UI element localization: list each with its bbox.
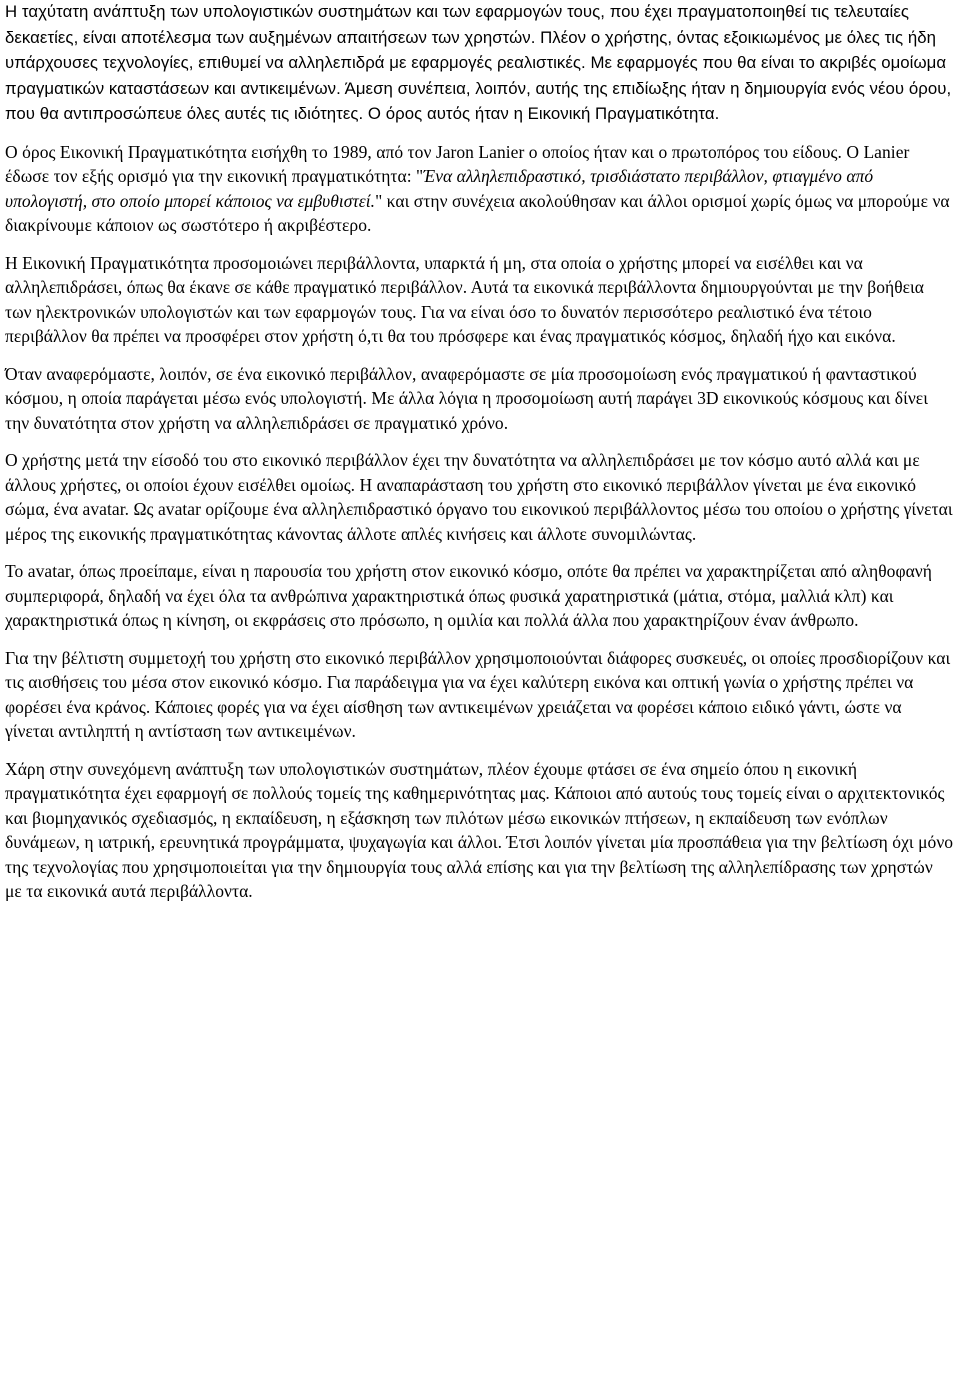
virtual-environment-text-2: Με άλλα λόγια η προσομοίωση αυτή παράγει 3D εικονικούς κόσμους και δίνει την δυνατότητα στον χρήστη να αλληλεπιδράσει σε πραγματικό χρόνο. — [5, 388, 928, 433]
simulation-text-2: Αυτά τα εικονικά περιβάλλοντα δημιουργούνται με την βοήθεια των ηλεκτρονικών υπολογιστών και των εφαρμογών τους. — [5, 277, 924, 322]
avatar-intro-text-2: Η αναπαράσταση του χρήστη στο εικονικό περιβάλλον γίνεται με ένα εικονικό σώμα, ένα avatar. — [5, 474, 917, 519]
paragraph-simulation — [5, 251, 954, 349]
paragraph-devices — [5, 646, 954, 744]
simulation-text-3: Για να είναι όσο το δυνατόν περισσότερο ρεαλιστικό ένα τέτοιο περιβάλλον θα πρέπει να προσφέρει στον χρήστη ό,τι θα του πρόσφερε και ένας πραγματικός κόσμος, δηλαδή ήχο και εικόνα. — [5, 301, 896, 346]
devices-text-3: Κάποιες φορές για να έχει αίσθηση των αντικειμένων χρειάζεται να φορέσει κάποιο ειδικό γάντι, ώστε να γίνεται αντιληπτή η αντίσταση των αντικειμένων. — [5, 696, 902, 741]
paragraph-avatar-intro — [5, 448, 954, 546]
intro-consequence: Άμεση συνέπεια, λοιπόν, αυτής της επιδίωξης ήταν η δημιουργία ενός νέου όρου, που θα αντιπροσώπευε όλες αυτές τις ιδιότητες. Ο όρος αυτός ήταν η Εικονική Πραγματικότητα. — [5, 78, 952, 123]
devices-text-1: Για την βέλτιστη συμμετοχή του χρήστη στο εικονικό περιβάλλον χρησιμοποιούνται διάφορες συσκευές, οι οποίες προσδιορίζουν και τις αισθήσεις του μέσα στον εικονικό κόσμο. — [5, 647, 951, 692]
virtual-environment-text-1: Όταν αναφερόμαστε, λοιπόν, σε ένα εικονικό περιβάλλον, αναφερόμαστε σε μία προσομοίωση ενός πραγματικού ή φανταστικού κόσμου, η οποία παράγεται μέσω ενός υπολογιστή. — [5, 363, 917, 408]
paragraph-applications — [5, 757, 954, 904]
intro-sentences: Η ταχύτατη ανάπτυξη των υπολογιστικών συστημάτων και των εφαρμογών τους, που έχει πραγματοποιηθεί τις τελευταίες δεκαετίες, είναι αποτέλεσμα των αυξημένων απαιτήσεων των χρηστών. Πλέον ο χρήστης, όντας εξοικιωμένος με όλες τις ήδη υπάρχουσες τεχνολογίες, επιθυμεί να αλληλεπιδρά με εφαρμογές ρεαλιστικές. Με εφαρμογές που θα είναι το ακριβές ομοίωμα πραγματικών καταστάσεων και αντικειμένων. — [5, 2, 947, 98]
paragraph-definition — [5, 140, 954, 238]
definition-quote: Ένα αλληλεπιδραστικό, τρισδιάστατο περιβάλλον, φτιαγμένο από υπολογιστή, στο οποίο μπορεί κάποιος να εμβυθιστεί. — [5, 166, 874, 211]
paragraph-intro — [5, 0, 954, 127]
avatar-intro-text-1: Ο χρήστης μετά την είσοδό του στο εικονικό περιβάλλον έχει την δυνατότητα να αλληλεπιδράσει με τον κόσμο αυτό αλλά και με άλλους χρήστες, οι οποίοι έχουν εισέλθει ομοίως. — [5, 450, 920, 495]
applications-text-3: Έτσι λοιπόν γίνεται μία προσπάθεια για την βελτίωση όχι μόνο της τεχνολογίας που χρησιμοποιείται για την δημιουργία τους αλλά επίσης και για την βελτίωση της αλληλεπίδρασης των χρηστών με τα εικονικά αυτά περιβάλλοντα. — [5, 832, 954, 901]
simulation-text-1: Η Εικονική Πραγματικότητα προσομοιώνει περιβάλλοντα, υπαρκτά ή μη, στα οποία ο χρήστης μπορεί να εισέλθει και να αλληλεπιδράσει, όπως θα έκανε σε κάθε πραγματικό περιβάλλον. — [5, 252, 863, 297]
definition-lead: Ο Lanier έδωσε τον εξής ορισμό για την εικονική πραγματικότητα: " — [5, 141, 910, 186]
devices-text-2: Για παράδειγμα για να έχει καλύτερη εικόνα και οπτική γωνία ο χρήστης πρέπει να φορέσει ένα κράνος. — [5, 672, 914, 717]
paragraph-avatar-behavior: Το avatar, όπως προείπαμε, είναι η παρουσία του χρήστη στον εικονικό κόσμο, οπότε θα πρέπει να χαρακτηρίζεται από αληθοφανή συμπεριφορά, δηλαδή να έχει όλα τα ανθρώπινα χαρακτηριστικά όπως φυσικά χαρατηριστικά (μάτια, στόμα, μαλλιά κλπ) και χαρακτηριστικά όπως η κίνηση, οι εκφράσεις στο πρόσωπο, η ομιλία και πολλά άλλα που χαρακτηρίζουν έναν άνθρωπο. — [5, 561, 932, 630]
paragraph-virtual-environment — [5, 362, 954, 436]
avatar-intro-text-3: Ως avatar ορίζουμε ένα αλληλεπιδραστικό όργανο του εικονικού περιβάλλοντος μέσω του οποίου ο χρήστης γίνεται μέρος της εικονικής πραγματικότητας κάνοντας άλλοτε απλές κινήσεις και άλλοτε συνομιλώντας. — [5, 499, 953, 544]
definition-tail: " και στην συνέχεια ακολούθησαν και άλλοι ορισμοί χωρίς όμως να μπορούμε να διακρίνουμε κάποιον ως σωστότερο ή ακριβέστερο. — [5, 190, 950, 235]
applications-text-1: Χάρη στην συνεχόμενη ανάπτυξη των υπολογιστικών συστημάτων, πλέον έχουμε φτάσει σε ένα σημείο όπου η εικονική πραγματικότητα έχει εφαρμογή σε πολλούς τομείς της καθημερινότητας μας. — [5, 758, 858, 803]
definition-origin: Ο όρος Εικονική Πραγματικότητα εισήχθη το 1989, από τον Jaron Lanier ο οποίος ήταν και ο πρωτοπόρος του είδους. — [5, 141, 842, 162]
applications-text-2: Κάποιοι από αυτούς τους τομείς είναι ο αρχιτεκτονικός και βιομηχανικός σχεδιασμός, η εκπαίδευση, η εξάσκηση των πιλότων μέσω εικονικών πτήσεων, η εκπαίδευση των ενόπλων δυνάμεων, η ιατρική, ερευνητικά προγράμματα, ψυχαγωγία και άλλοι. — [5, 783, 945, 852]
